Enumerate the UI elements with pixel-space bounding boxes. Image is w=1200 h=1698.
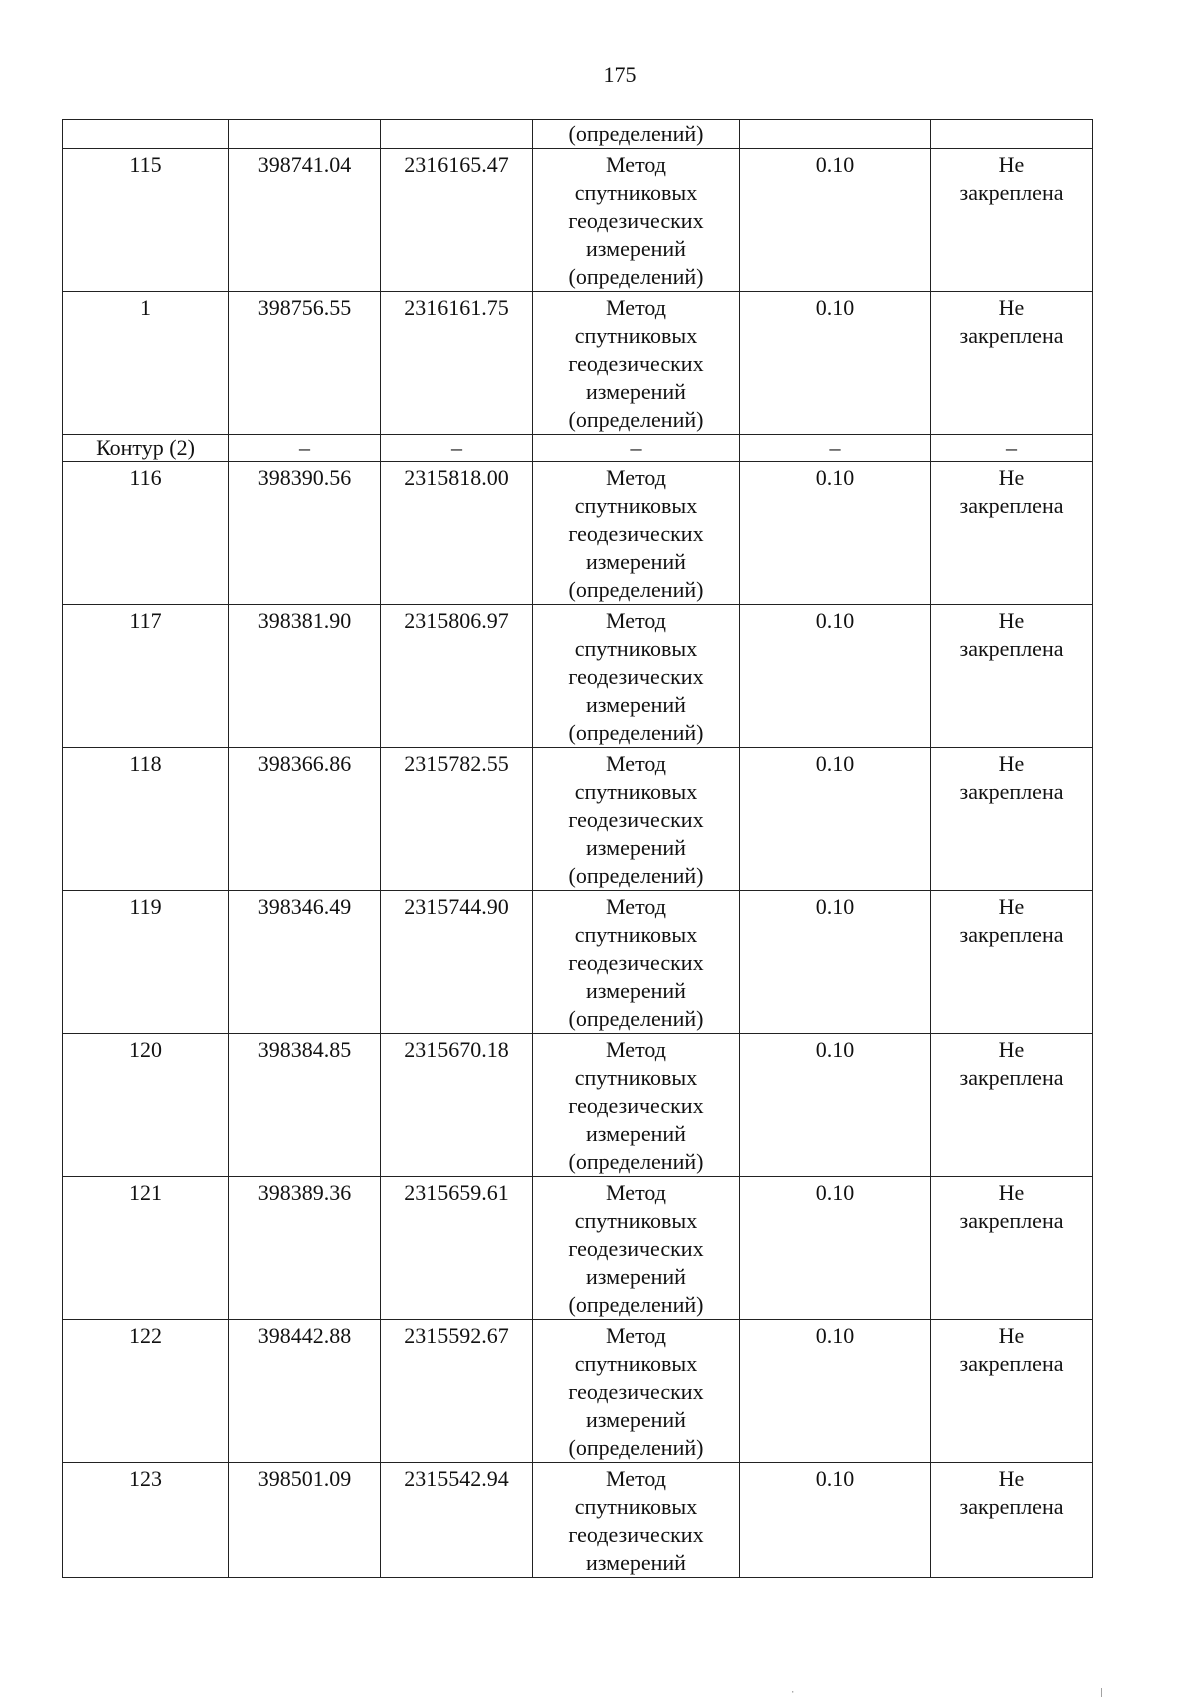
fixation-status-cell-line: Не (998, 295, 1025, 320)
fixation-status-cell-line: Не (998, 465, 1025, 490)
fixation-status-cell-line: Не (998, 1466, 1025, 1491)
table-cell (63, 120, 229, 149)
y-coordinate-cell: 2315670.18 (381, 1034, 533, 1177)
table-row (63, 149, 1093, 292)
method-cell-line: (определений) (568, 1006, 704, 1031)
method-cell-line: Метод (606, 152, 666, 177)
y-coordinate-cell: 2315782.55 (381, 748, 533, 891)
table-cell (740, 120, 931, 149)
x-coordinate-cell: 398442.88 (229, 1320, 381, 1463)
table-row (63, 1320, 1093, 1463)
x-coordinate-cell: 398346.49 (229, 891, 381, 1034)
accuracy-cell: 0.10 (740, 1320, 931, 1463)
fixation-status-cell-line: Не (998, 894, 1025, 919)
point-number-cell: 122 (63, 1320, 229, 1463)
accuracy-cell: 0.10 (740, 605, 931, 748)
accuracy-cell: 0.10 (740, 1177, 931, 1320)
method-cell (533, 1320, 740, 1463)
y-coordinate-cell: 2315818.00 (381, 462, 533, 605)
accuracy-cell: 0.10 (740, 748, 931, 891)
accuracy-cell: 0.10 (740, 1034, 931, 1177)
dash-cell: – (229, 435, 381, 462)
table-row (63, 605, 1093, 748)
method-cell (533, 292, 740, 435)
point-number-cell: 115 (63, 149, 229, 292)
method-cell-line: (определений) (568, 577, 704, 602)
method-cell-line: спутниковых (574, 1351, 698, 1376)
method-cell: (определений) (533, 120, 740, 149)
scan-marks: · | (790, 1688, 1105, 1698)
method-cell-line: спутниковых (574, 180, 698, 205)
method-cell-line: спутниковых (574, 922, 698, 947)
fixation-status-cell (931, 891, 1093, 1034)
fixation-status-cell-line: закреплена (959, 180, 1064, 205)
method-cell-line: измерений (586, 835, 686, 860)
fixation-status-cell (931, 292, 1093, 435)
method-cell (533, 149, 740, 292)
method-cell-line: измерений (586, 1121, 686, 1146)
accuracy-cell: 0.10 (740, 149, 931, 292)
table-row (63, 1034, 1093, 1177)
method-cell-line: измерений (586, 236, 686, 261)
y-coordinate-cell: 2316161.75 (381, 292, 533, 435)
fixation-status-cell (931, 149, 1093, 292)
method-cell-line: измерений (586, 379, 686, 404)
table-row-continuation (63, 120, 1093, 149)
point-number-cell: 118 (63, 748, 229, 891)
method-cell-line: геодезических (568, 807, 704, 832)
method-cell (533, 1463, 740, 1578)
table-row (63, 1177, 1093, 1320)
fixation-status-cell-line: закреплена (959, 323, 1064, 348)
fixation-status-cell-line: закреплена (959, 636, 1064, 661)
table-cell (229, 120, 381, 149)
method-cell-line: (определений) (568, 1149, 704, 1174)
method-cell-line: измерений (586, 978, 686, 1003)
method-cell-line: Метод (606, 1180, 666, 1205)
table-cell (931, 120, 1093, 149)
method-cell-line: спутниковых (574, 1065, 698, 1090)
accuracy-cell: 0.10 (740, 891, 931, 1034)
method-cell-line: геодезических (568, 1093, 704, 1118)
contour-row (63, 435, 1093, 462)
fixation-status-cell-line: закреплена (959, 1494, 1064, 1519)
method-cell-line: спутниковых (574, 636, 698, 661)
x-coordinate-cell: 398756.55 (229, 292, 381, 435)
method-cell-line: спутниковых (574, 1494, 698, 1519)
y-coordinate-cell: 2315806.97 (381, 605, 533, 748)
method-cell-line: измерений (586, 1550, 686, 1575)
method-cell-line: (определений) (568, 264, 704, 289)
method-cell-line: измерений (586, 692, 686, 717)
method-cell-line: геодезических (568, 521, 704, 546)
method-cell (533, 1177, 740, 1320)
fixation-status-cell-line: закреплена (959, 493, 1064, 518)
point-number-cell: 123 (63, 1463, 229, 1578)
method-cell-line: (определений) (568, 1292, 704, 1317)
method-cell-line: Метод (606, 295, 666, 320)
method-cell-line: спутниковых (574, 779, 698, 804)
method-cell-line: Метод (606, 1037, 666, 1062)
method-cell (533, 605, 740, 748)
fixation-status-cell-line: Не (998, 1323, 1025, 1348)
x-coordinate-cell: 398381.90 (229, 605, 381, 748)
method-cell-line: Метод (606, 751, 666, 776)
method-cell-line: измерений (586, 1264, 686, 1289)
fixation-status-cell (931, 748, 1093, 891)
method-cell-line: (определений) (568, 863, 704, 888)
fixation-status-cell-line: закреплена (959, 922, 1064, 947)
x-coordinate-cell: 398366.86 (229, 748, 381, 891)
y-coordinate-cell: 2315659.61 (381, 1177, 533, 1320)
fixation-status-cell (931, 1463, 1093, 1578)
y-coordinate-cell: 2315592.67 (381, 1320, 533, 1463)
method-cell-line: геодезических (568, 664, 704, 689)
point-number-cell: 117 (63, 605, 229, 748)
method-cell-line: (определений) (568, 407, 704, 432)
dash-cell: – (533, 435, 740, 462)
method-cell-line: измерений (586, 549, 686, 574)
table-row (63, 748, 1093, 891)
method-cell-line: (определений) (568, 720, 704, 745)
table-row (63, 891, 1093, 1034)
fixation-status-cell-line: Не (998, 1180, 1025, 1205)
contour-label-cell: Контур (2) (63, 435, 229, 462)
point-number-cell: 119 (63, 891, 229, 1034)
method-cell (533, 462, 740, 605)
point-number-cell: 116 (63, 462, 229, 605)
x-coordinate-cell: 398741.04 (229, 149, 381, 292)
dash-cell: – (740, 435, 931, 462)
accuracy-cell: 0.10 (740, 1463, 931, 1578)
method-cell-line: спутниковых (574, 323, 698, 348)
fixation-status-cell-line: Не (998, 152, 1025, 177)
method-cell-line: геодезических (568, 208, 704, 233)
fixation-status-cell (931, 1320, 1093, 1463)
point-number-cell: 121 (63, 1177, 229, 1320)
method-cell-line: геодезических (568, 1236, 704, 1261)
fixation-status-cell-line: Не (998, 1037, 1025, 1062)
page-number: 175 (603, 62, 637, 87)
x-coordinate-cell: 398384.85 (229, 1034, 381, 1177)
fixation-status-cell-line: закреплена (959, 1208, 1064, 1233)
point-number-cell: 1 (63, 292, 229, 435)
method-cell-line: Метод (606, 608, 666, 633)
fixation-status-cell-line: Не (998, 608, 1025, 633)
method-cell-line: (определений) (568, 1435, 704, 1460)
table-row (63, 1463, 1093, 1578)
x-coordinate-cell: 398501.09 (229, 1463, 381, 1578)
method-cell-line: Метод (606, 465, 666, 490)
method-cell (533, 1034, 740, 1177)
fixation-status-cell-line: Не (998, 751, 1025, 776)
fixation-status-cell-line: закреплена (959, 1351, 1064, 1376)
fixation-status-cell (931, 1034, 1093, 1177)
method-cell-line: геодезических (568, 351, 704, 376)
y-coordinate-cell: 2316165.47 (381, 149, 533, 292)
x-coordinate-cell: 398390.56 (229, 462, 381, 605)
point-number-cell: 120 (63, 1034, 229, 1177)
y-coordinate-cell: 2315744.90 (381, 891, 533, 1034)
method-cell (533, 891, 740, 1034)
method-cell-line: Метод (606, 1323, 666, 1348)
dash-cell: – (931, 435, 1093, 462)
fixation-status-cell (931, 1177, 1093, 1320)
method-cell (533, 748, 740, 891)
method-cell-line: Метод (606, 894, 666, 919)
method-cell-line: геодезических (568, 950, 704, 975)
table-row (63, 462, 1093, 605)
fixation-status-cell-line: закреплена (959, 779, 1064, 804)
method-cell-line: измерений (586, 1407, 686, 1432)
method-cell-line: спутниковых (574, 493, 698, 518)
fixation-status-cell-line: закреплена (959, 1065, 1064, 1090)
method-cell-line: спутниковых (574, 1208, 698, 1233)
x-coordinate-cell: 398389.36 (229, 1177, 381, 1320)
table-row (63, 292, 1093, 435)
accuracy-cell: 0.10 (740, 292, 931, 435)
accuracy-cell: 0.10 (740, 462, 931, 605)
coordinates-table (62, 119, 1093, 1578)
fixation-status-cell (931, 605, 1093, 748)
method-cell-line: геодезических (568, 1522, 704, 1547)
y-coordinate-cell: 2315542.94 (381, 1463, 533, 1578)
method-cell-line: геодезических (568, 1379, 704, 1404)
method-cell-line: Метод (606, 1466, 666, 1491)
fixation-status-cell (931, 462, 1093, 605)
table-cell (381, 120, 533, 149)
dash-cell: – (381, 435, 533, 462)
